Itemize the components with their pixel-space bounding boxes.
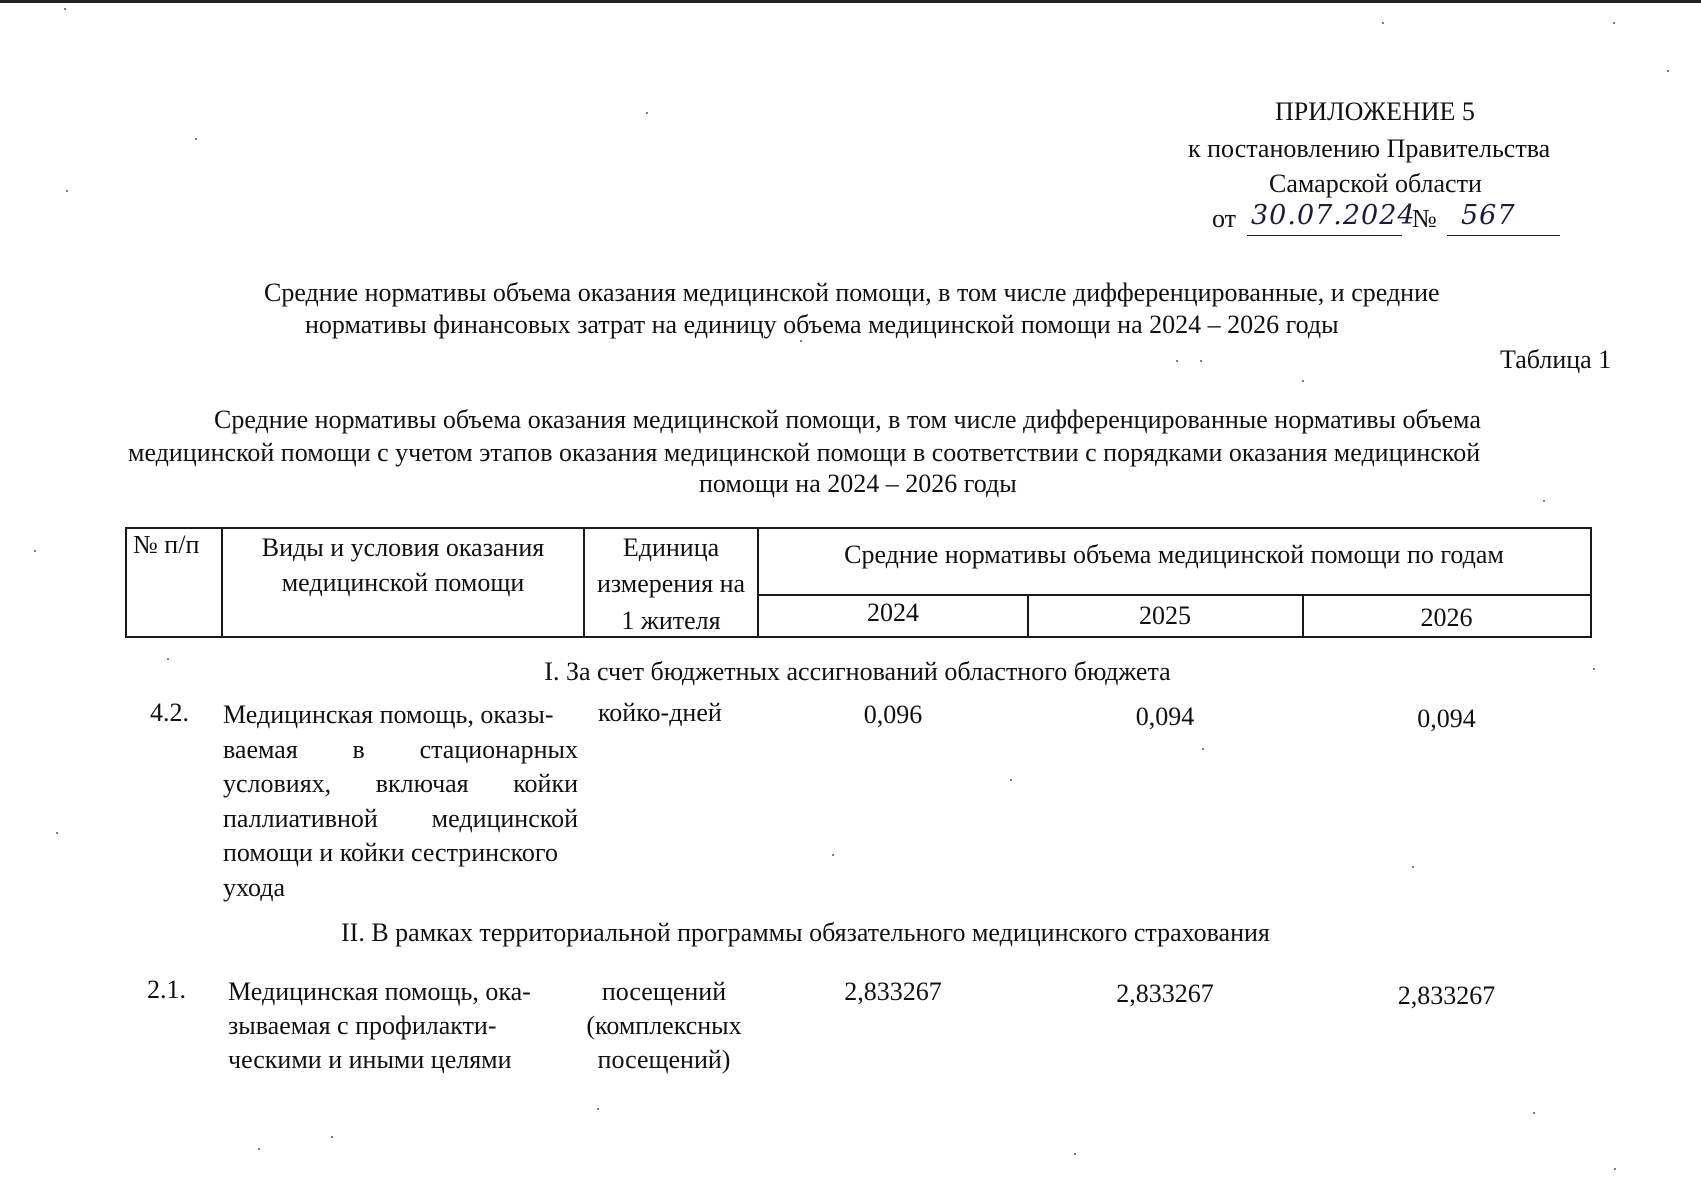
header-unit-1: Единица: [622, 533, 720, 562]
number-sign: №: [1412, 204, 1437, 233]
date-field: [1247, 200, 1416, 236]
sub-title-line-2: медицинской помощи с учетом этапов оказания медицинской помощи в соответствии с порядками оказания медицинской: [128, 438, 1481, 467]
handwritten-number: 567: [1461, 200, 1516, 231]
appendix-title: ПРИЛОЖЕНИЕ 5: [1275, 97, 1475, 126]
row-num: 2.1.: [147, 975, 186, 1004]
row-value-2024: 0,096: [863, 700, 923, 729]
section-1-title: I. За счет бюджетных ассигнований областного бюджета: [544, 657, 1171, 686]
row-value-2026: 0,094: [1417, 704, 1476, 733]
row-unit: посещений (комплексных посещений): [586, 977, 742, 1074]
header-unit-3: 1 жителя: [621, 606, 721, 635]
row-num: 4.2.: [150, 698, 189, 727]
header-unit-2: измерения на: [596, 569, 746, 598]
header-num: № п/п: [133, 530, 200, 559]
header-kind-2: медицинской помощи: [281, 568, 525, 597]
number-field: [1447, 202, 1560, 236]
sub-title-line-3: помощи на 2024 – 2026 годы: [699, 469, 1017, 498]
resolution-line-2: Самарской области: [1269, 169, 1482, 198]
header-group: Средние нормативы объема медицинской помощи по годам: [844, 540, 1504, 569]
row-value-2025: 0,094: [1135, 702, 1195, 731]
main-title-line-2: нормативы финансовых затрат на единицу объема медицинской помощи на 2024 – 2026 годы: [305, 310, 1339, 339]
scan-edge: [0, 0, 1701, 3]
header-kind-1: Виды и условия оказания: [261, 533, 545, 562]
row-value-2024: 2,833267: [844, 977, 942, 1006]
table-label: Таблица 1: [1500, 345, 1612, 374]
handwritten-date: 30.07.2024: [1251, 200, 1416, 231]
row-description: Медицинская помощь, оказы- ваемая в стационарных условиях, включая койки паллиативной медицинской помощи и койки сестринского ухода: [223, 700, 578, 902]
section-2-title: II. В рамках территориальной программы обязательного медицинского страхования: [341, 918, 1270, 947]
date-prefix: от: [1212, 204, 1237, 233]
header-year-2024: 2024: [867, 598, 919, 627]
row-value-2026: 2,833267: [1397, 981, 1496, 1010]
resolution-line-1: к постановлению Правительства: [1188, 134, 1551, 163]
sub-title-line-1: Средние нормативы объема оказания медицинской помощи, в том числе дифференцированные нормативы объема: [214, 405, 1481, 434]
row-description: Медицинская помощь, ока- зываемая с профилакти- ческими и иными целями: [228, 977, 531, 1074]
row-unit: койко-дней: [598, 698, 722, 727]
header-year-2026: 2026: [1420, 603, 1473, 632]
main-title-line-1: Средние нормативы объема оказания медицинской помощи, в том числе дифференцированные, и средние: [264, 278, 1440, 307]
header-year-2025: 2025: [1139, 601, 1191, 630]
row-value-2025: 2,833267: [1116, 979, 1214, 1008]
